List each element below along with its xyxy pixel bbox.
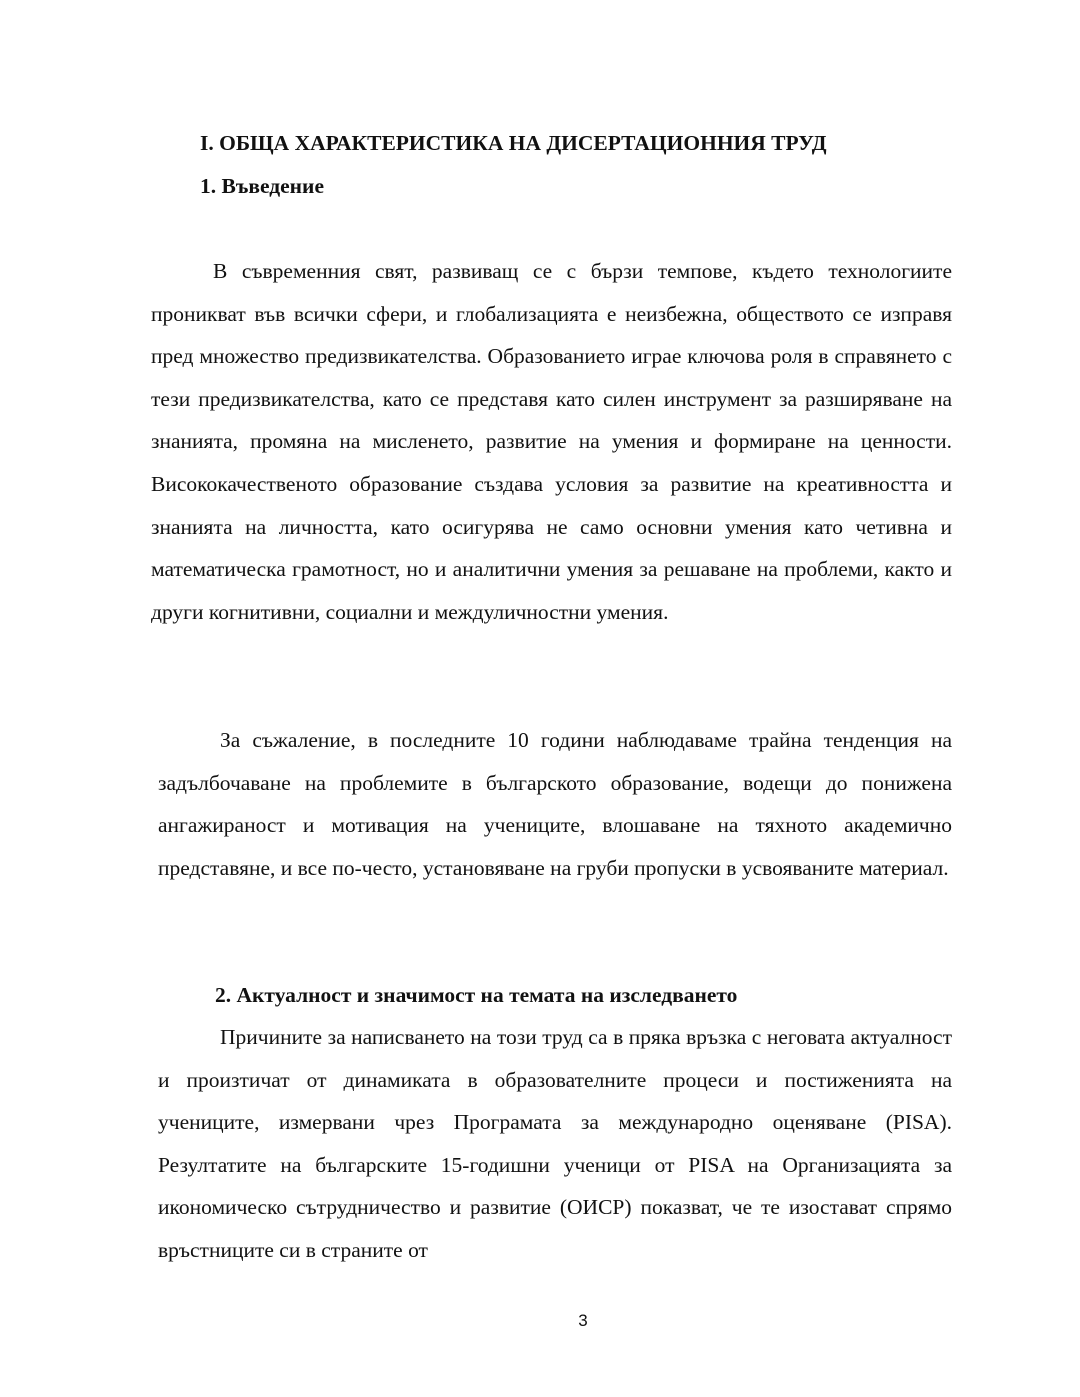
section-1-paragraph-1: В съвременния свят, развиващ се с бързи темпове, където технологиите проникват във всички сфери, и глобализацията е неизбежна, обществото се изправя пред множество предизвикателства. Образованието играе ключова роля в справянето с тези предизвикателства, като се представя като силен инструмент за разширяване на знанията, промяна на мисленето, развитие на умения и формиране на ценности. Висококачественото образование създава условия за развитие на креативността и знанията на личността, като осигурява не само основни умения като четивна и математическа грамотност, но и аналитични умения за решаване на проблеми, както и други когнитивни, социални и междуличностни умения.	[151, 259, 952, 624]
chapter-heading: I. ОБЩА ХАРАКТЕРИСТИКА НА ДИСЕРТАЦИОННИЯ ТРУД	[200, 131, 827, 155]
section-1-title: 1. Въведение	[200, 174, 324, 198]
section-1-paragraph-2: За съжаление, в последните 10 години наблюдаваме трайна тенденция на задълбочаване на проблемите в българското образование, водещи до понижена ангажираност и мотивация на учениците, влошаване на тяхното академично представяне, и все по-често, установяване на груби пропуски в усвояваните материал.	[158, 728, 952, 880]
page-number: 3	[578, 1311, 588, 1330]
section-2-paragraph-1: Причините за написването на този труд са в пряка връзка с неговата актуалност и произтичат от динамиката в образователните процеси и постиженията на учениците, измервани чрез Програмата за международно оценяване (PISA). Резултатите на българските 15-годишни ученици от PISA на Организацията за икономическо сътрудничество и развитие (ОИСР) показват, че те изостават спрямо връстниците си в страните от	[158, 1025, 952, 1262]
section-2-title: 2. Актуалност и значимост на темата на изследването	[215, 983, 738, 1007]
